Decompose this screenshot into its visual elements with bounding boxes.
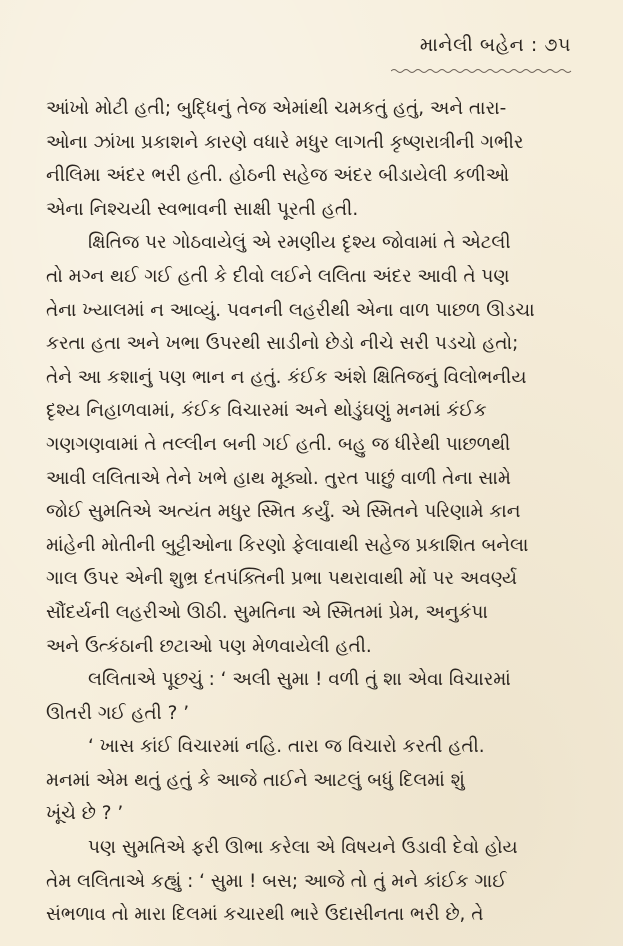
text-line: જોઈ સુમતિએ અત્યંત મધુર સ્મિત કર્યું. એ સ્મિતને પરિણામે કાન — [46, 501, 521, 523]
paragraph — [46, 730, 579, 831]
text-line: સૌંદર્યની લહરીઓ ઊઠી. સુમતિના એ સ્મિતમાં પ્રેમ, અનુકંપા — [46, 601, 488, 623]
text-line: પણ સુમતિએ ફરી ઊભા કરેલા એ વિષયને ઉડાવી દેવો હોય — [88, 837, 518, 859]
text-line: તો મગ્ન થઈ ગઈ હતી કે દીવો લઈને લલિતા અંદર આવી તે પણ — [46, 265, 510, 287]
paragraph — [46, 663, 579, 730]
paragraph — [46, 831, 579, 932]
text-line: ઊતરી ગઈ હતી ? ’ — [46, 702, 190, 724]
text-line: લલિતાએ પૂછચું : ‘ અલી સુમા ! વળી તું શા એવા વિચારમાં — [88, 669, 511, 691]
body-text — [46, 92, 579, 932]
text-line: ગાલ ઉપર એની શુભ્ર દંતપંક્તિની પ્રભા પથરાવાથી મોં પર અવર્ણ્ય — [46, 568, 517, 590]
text-line: તેને આ કશાનું પણ ભાન ન હતું. કંઈક અંશે ક્ષિતિજનું વિલોભનીય — [46, 366, 527, 388]
text-line: આવી લલિતાએ તેને ખભે હાથ મૂક્યો. તુરત પાછું વાળી તેના સામે — [46, 467, 511, 489]
text-line: માંહેની મોતીની બુટ્ટીઓના કિરણો ફેલાવાથી સહેજ પ્રકાશિત બનેલા — [46, 534, 529, 556]
text-line: એના નિશ્ચયી સ્વભાવની સાક્ષી પૂરતી હતી. — [46, 198, 359, 220]
text-line: અને ઉત્કંઠાની છટાઓ પણ મેળવાયેલી હતી. — [46, 635, 372, 657]
decorative-wavy-rule — [391, 68, 573, 74]
text-line: ખૂંચે છે ? ’ — [46, 803, 124, 825]
text-line: સંભળાવ તો મારા દિલમાં કચારથી ભારે ઉદાસીનતા ભરી છે, તે — [46, 904, 484, 926]
text-line: ‘ ખાસ કાંઈ વિચારમાં નહિ. તારા જ વિચારો કરતી હતી. — [88, 736, 485, 758]
running-head: માનેલી બહેન : ૭૫ — [419, 34, 571, 56]
text-line: ક્ષિતિજ પર ગોઠવાયેલું એ રમણીય દૃશ્ય જોવામાં તે એટલી — [88, 232, 511, 254]
paragraph — [46, 226, 579, 663]
text-line: તેના ખ્યાલમાં ન આવ્યું. પવનની લહરીથી એના વાળ પાછળ ઊડચા — [46, 299, 535, 321]
text-line: તેમ લલિતાએ કહ્યું : ‘ સુમા ! બસ; આજે તો તું મને કાંઈક ગાઈ — [46, 870, 507, 892]
text-line: ઓના ઝાંખા પ્રકાશને કારણે વધારે મધુર લાગતી કૃષ્ણરાત્રીની ગભીર — [46, 131, 524, 153]
paragraph — [46, 92, 579, 226]
text-line: દૃશ્ય નિહાળવામાં, કંઈક વિચારમાં અને થોડુંઘણું મનમાં કંઈક — [46, 400, 487, 422]
text-line: મનમાં એમ થતું હતું કે આજે તાઈને આટલું બધું દિલમાં શું — [46, 769, 465, 791]
text-line: આંખો મોટી હતી; બુદ્ધિનું તેજ એમાંથી ચમકતું હતું, અને તારા- — [46, 98, 507, 119]
text-line: ગણગણવામાં તે તલ્લીન બની ગઈ હતી. બહુ જ ધીરેથી પાછળથી — [46, 433, 511, 455]
text-line: નીલિમા અંદર ભરી હતી. હોઠની સહેજ અંદર બીડાયેલી કળીઓ — [46, 165, 510, 187]
text-line: કરતા હતા અને ખભા ઉપરથી સાડીનો છેડો નીચે સરી પડચો હતો; — [46, 333, 519, 355]
